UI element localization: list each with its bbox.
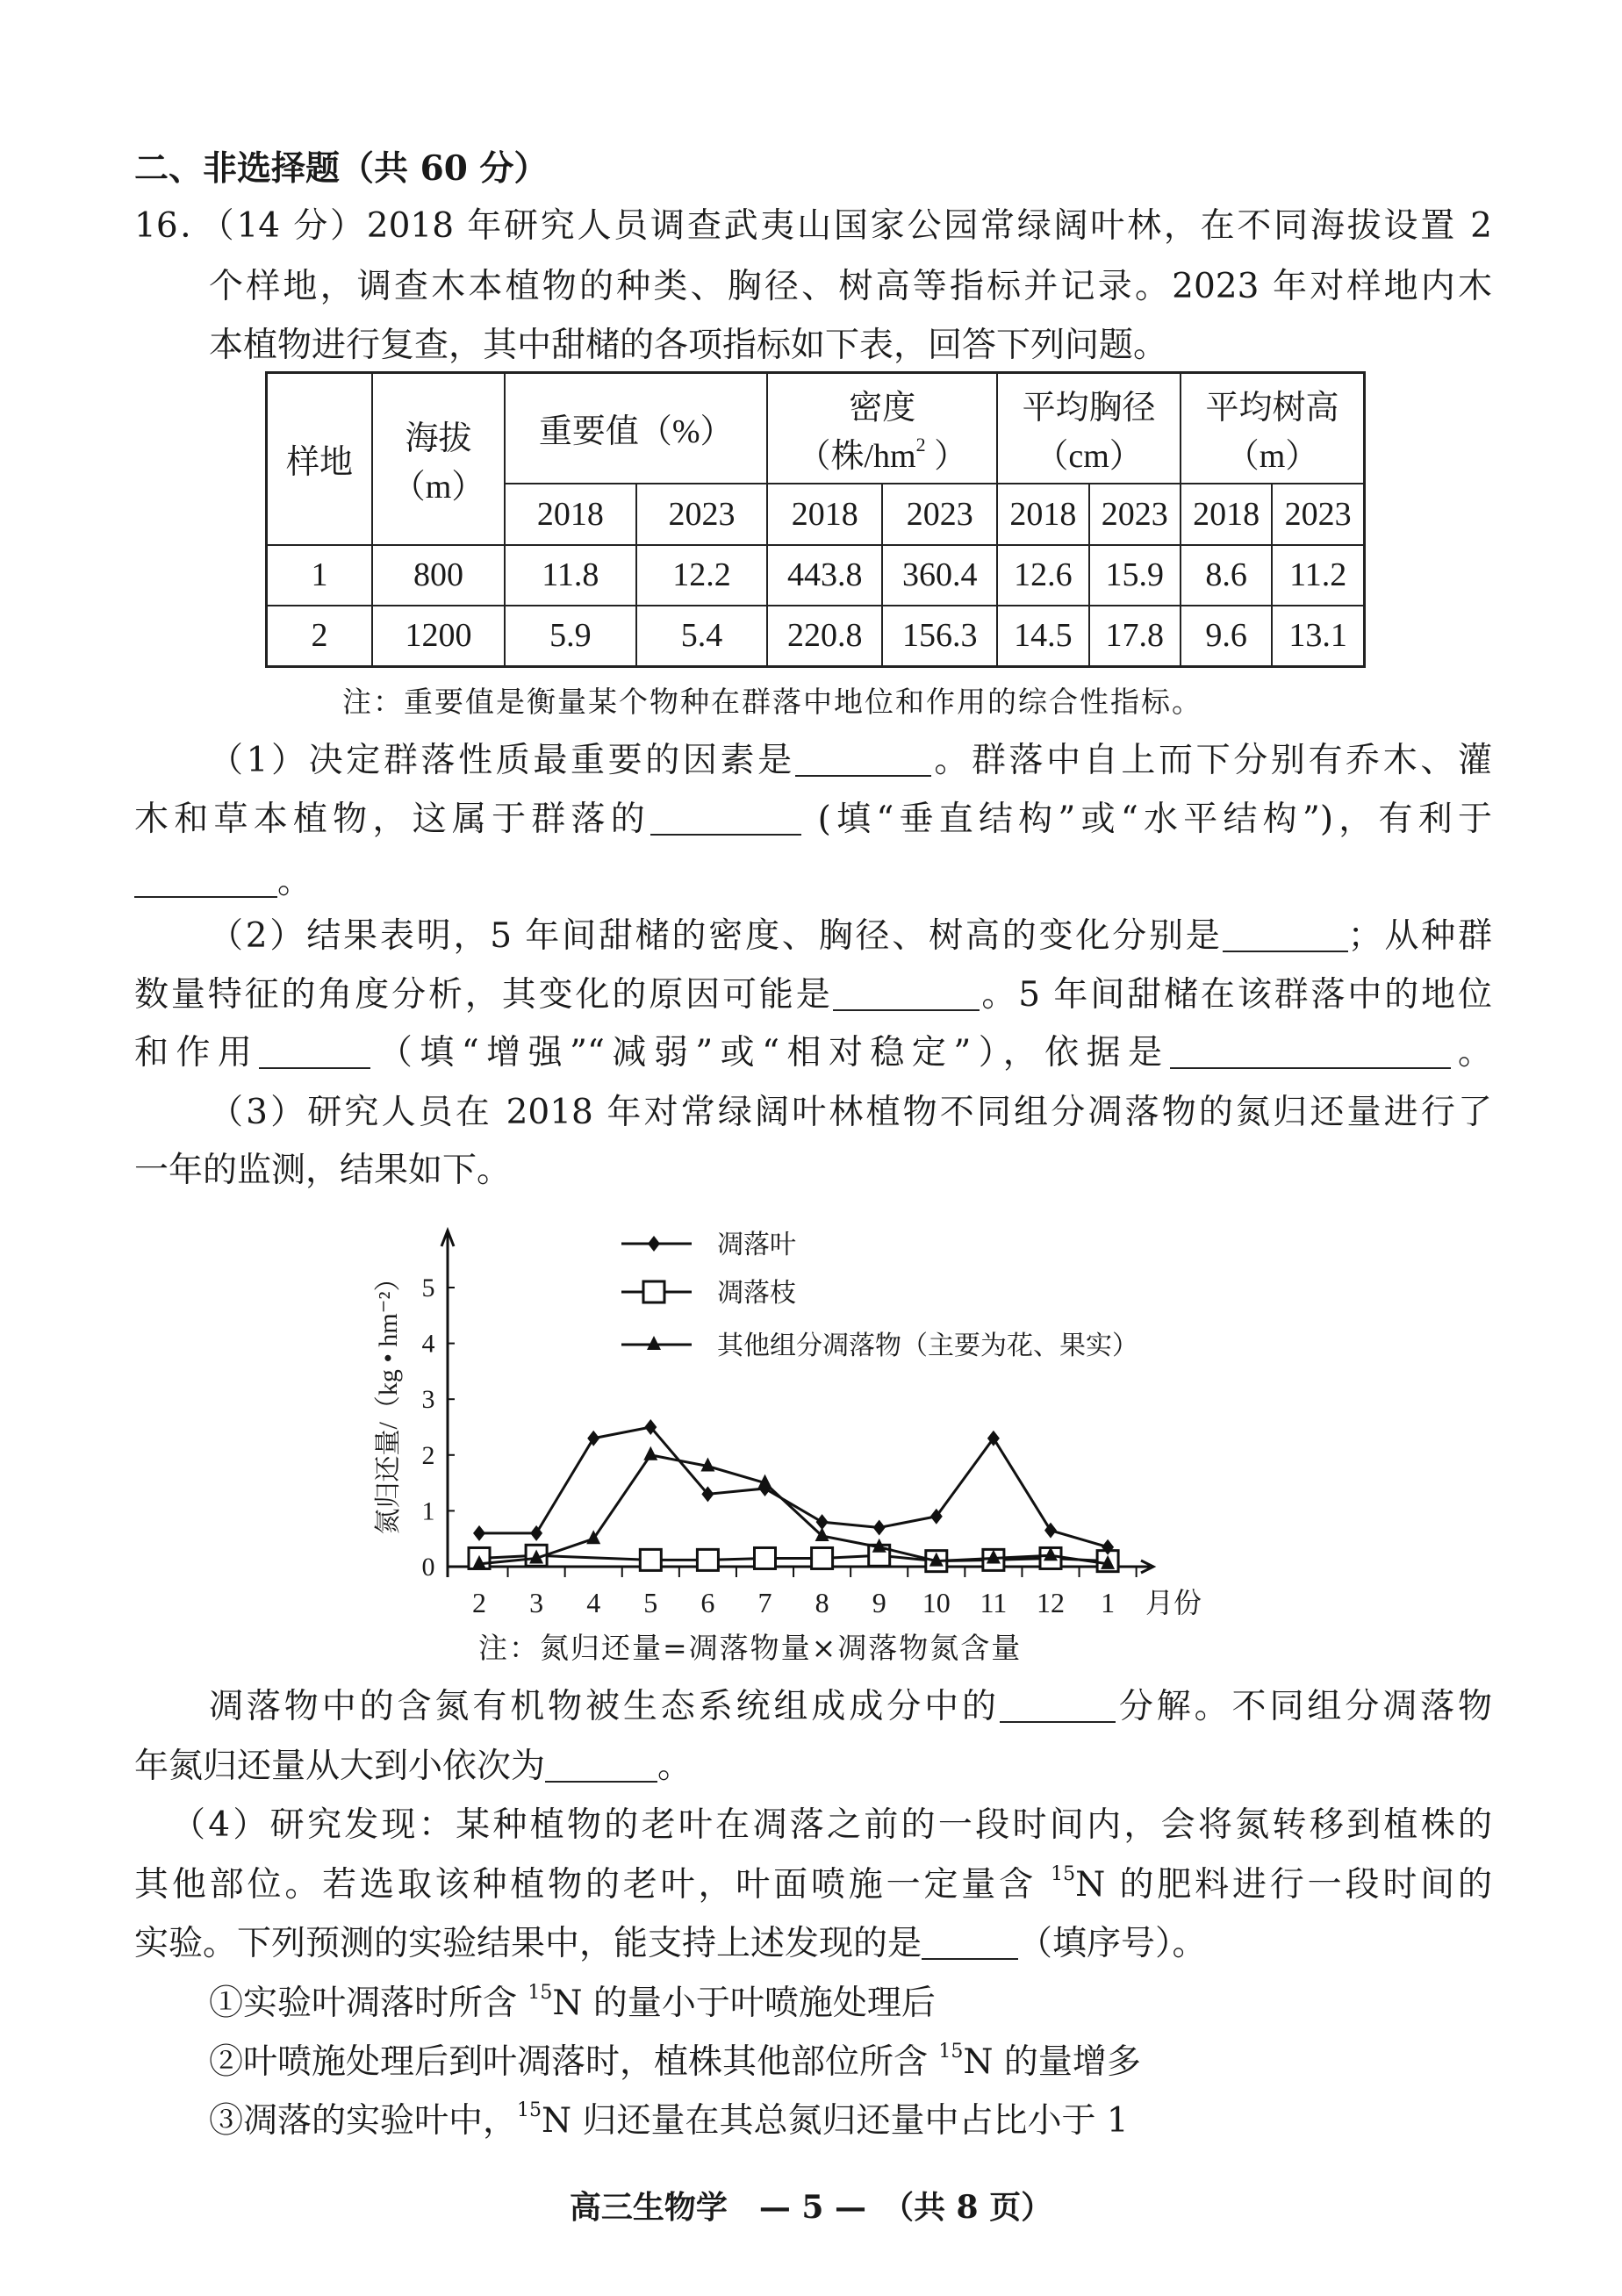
x-tick-label: 8 <box>815 1587 829 1618</box>
table-cell: 13.1 <box>1272 606 1364 667</box>
year-header: 2018 <box>505 484 636 545</box>
text-line <box>134 971 1492 1020</box>
series-line <box>479 1427 1108 1547</box>
superscript: 15 <box>938 2041 964 2063</box>
table-cell: 220.8 <box>767 606 882 667</box>
y-tick-label: 2 <box>421 1440 435 1470</box>
text-segment: 数量特征的角度分析，其变化的原因可能是 <box>134 975 833 1015</box>
text-segment: N 归还量在其总氮归还量中占比小于 1 <box>542 2101 1129 2141</box>
diamond-marker <box>816 1514 829 1530</box>
diamond-marker <box>648 1236 660 1252</box>
text-line <box>134 1919 1207 1969</box>
y-tick-label: 3 <box>421 1385 435 1415</box>
table-cell: 156.3 <box>882 606 997 667</box>
text-segment: 。群落中自上而下分别有乔木、灌 <box>930 741 1492 780</box>
text-segment: 。 <box>657 1747 693 1786</box>
x-tick-label: 11 <box>980 1587 1008 1618</box>
text-segment: 个样地，调查木本植物的种类、胸径、树高等指标并记录。2023 年对样地内木 <box>209 267 1492 306</box>
th-dbh: 平均胸径 （cm） <box>997 373 1181 484</box>
year-header: 2023 <box>1272 484 1364 545</box>
diamond-marker <box>473 1525 485 1541</box>
table-cell: 2 <box>267 606 373 667</box>
text-line <box>209 736 1492 786</box>
text-line <box>134 1861 1492 1910</box>
table-cell: 11.8 <box>505 545 636 606</box>
legend-label: 凋落叶 <box>717 1231 796 1259</box>
answer-blank[interactable] <box>545 1746 657 1783</box>
nitrogen-return-chart <box>351 1211 1229 1624</box>
table-cell: 12.2 <box>636 545 768 606</box>
text-segment: 其他部位。若选取该种植物的老叶，叶面喷施一定量含 <box>134 1865 1051 1905</box>
text-segment: 实验。下列预测的实验结果中，能支持上述发现的是 <box>134 1924 922 1963</box>
square-marker <box>697 1549 718 1570</box>
text-segment: ①实验叶凋落时所含 <box>209 1984 528 2023</box>
text-segment: 凋落物中的含氮有机物被生态系统组成成分中的 <box>209 1687 1000 1726</box>
th-importance: 重要值（%） <box>505 373 767 484</box>
x-tick-label: 1 <box>1101 1587 1116 1618</box>
text-segment: （4）研究发现：某种植物的老叶在凋落之前的一段时间内，会将氮转移到植株的 <box>171 1805 1492 1845</box>
text-segment: （3）研究人员在 2018 年对常绿阔叶林植物不同组分凋落物的氮归还量进行了 <box>209 1093 1492 1132</box>
superscript: 15 <box>1051 1863 1076 1885</box>
text-line <box>134 1742 692 1791</box>
text-line <box>209 262 1492 312</box>
text-line <box>209 1979 936 2028</box>
table-cell: 12.6 <box>997 545 1088 606</box>
text-segment: 。 <box>1450 1033 1492 1073</box>
y-tick-label: 4 <box>421 1329 435 1359</box>
th-altitude: 海拔 （m） <box>372 373 505 545</box>
answer-blank[interactable] <box>795 740 931 777</box>
table-cell: 15.9 <box>1089 545 1181 606</box>
table-cell: 360.4 <box>882 545 997 606</box>
text-line <box>134 857 312 907</box>
text-segment: 本植物进行复查，其中甜槠的各项指标如下表，回答下列问题。 <box>209 326 1168 365</box>
page-footer: 高三生物学 — 5 — （共 8 页） <box>569 2189 1053 2226</box>
text-line <box>134 1029 1492 1078</box>
text-segment: 。 <box>277 862 312 901</box>
text-segment: 分解。不同组分凋落物 <box>1115 1687 1492 1726</box>
superscript: 15 <box>517 2099 542 2121</box>
text-segment: 年氮归还量从大到小依次为 <box>134 1747 546 1786</box>
text-segment: N 的量增多 <box>963 2042 1141 2082</box>
text-segment: 和作用 <box>134 1033 260 1073</box>
triangle-marker <box>643 1446 657 1460</box>
year-header: 2023 <box>636 484 768 545</box>
table-cell: 14.5 <box>997 606 1088 667</box>
y-tick-label: 5 <box>421 1274 435 1302</box>
diamond-marker <box>873 1519 886 1535</box>
table-cell: 5.4 <box>636 606 768 667</box>
text-segment: （1）决定群落性质最重要的因素是 <box>209 741 795 780</box>
year-header: 2018 <box>1181 484 1272 545</box>
th-height: 平均树高 （m） <box>1181 373 1365 484</box>
text-segment: (填“垂直结构”或“水平结构”)，有利于 <box>801 800 1492 839</box>
text-segment: ；从种群 <box>1347 916 1492 956</box>
x-tick-label: 6 <box>700 1587 715 1618</box>
square-marker <box>755 1547 776 1568</box>
year-header: 2023 <box>1089 484 1181 545</box>
th-site: 样地 <box>267 373 373 545</box>
text-segment: 一年的监测，结果如下。 <box>134 1151 512 1190</box>
text-segment: （填序号）。 <box>1018 1924 1207 1963</box>
text-segment: N 的肥料进行一段时间的 <box>1075 1865 1492 1905</box>
year-header: 2023 <box>882 484 997 545</box>
x-tick-label: 10 <box>922 1587 951 1618</box>
text-line <box>209 321 1167 370</box>
text-line <box>134 1146 511 1195</box>
x-tick-label: 4 <box>586 1587 601 1618</box>
answer-blank[interactable] <box>134 861 277 898</box>
table-cell: 9.6 <box>1181 606 1272 667</box>
x-tick-label: 7 <box>757 1587 772 1618</box>
text-segment: 16．（14 分）2018 年研究人员调查武夷山国家公园常绿阔叶林，在不同海拔设置 2 <box>134 206 1492 246</box>
text-segment: ②叶喷施处理后到叶凋落时，植株其他部位所含 <box>209 2042 939 2082</box>
x-tick-label: 3 <box>529 1587 544 1618</box>
table-cell: 11.2 <box>1272 545 1364 606</box>
table-cell: 8.6 <box>1181 545 1272 606</box>
answer-blank[interactable] <box>922 1923 1018 1960</box>
square-marker <box>812 1547 833 1568</box>
x-tick-label: 9 <box>872 1587 886 1618</box>
text-segment: （填“增强”“减弱”或“相对稳定”），依据是 <box>370 1033 1170 1073</box>
text-line <box>209 1088 1492 1137</box>
year-header: 2018 <box>997 484 1088 545</box>
x-tick-label: 2 <box>472 1587 486 1618</box>
th-density: 密度 （株$/hm^2$ ） <box>767 373 997 484</box>
table-cell: 800 <box>372 545 505 606</box>
superscript: 15 <box>528 1982 553 2004</box>
text-line <box>209 912 1492 961</box>
chart-note: 注：氮归还量=凋落物量×凋落物氮含量 <box>478 1631 1023 1665</box>
section-title: 二、非选择题（共 60 分） <box>134 148 549 189</box>
year-header: 2018 <box>767 484 882 545</box>
legend-label: 其他组分凋落物（主要为花、果实） <box>717 1331 1138 1360</box>
legend-label: 凋落枝 <box>717 1279 796 1308</box>
text-segment: ③凋落的实验叶中， <box>209 2101 518 2141</box>
x-tick-label: 12 <box>1037 1587 1065 1618</box>
table-cell: 17.8 <box>1089 606 1181 667</box>
text-line <box>134 202 1492 251</box>
square-marker <box>640 1549 661 1570</box>
text-segment: （2）结果表明，5 年间甜槠的密度、胸径、树高的变化分别是 <box>209 916 1223 956</box>
table-cell: 5.9 <box>505 606 636 667</box>
answer-blank[interactable] <box>1000 1686 1116 1723</box>
answer-blank[interactable] <box>650 799 801 836</box>
answer-blank[interactable] <box>259 1032 370 1069</box>
text-segment: 。5 年间甜槠在该群落中的地位 <box>979 975 1492 1015</box>
y-tick-label: 1 <box>421 1496 435 1526</box>
y-tick-label: 0 <box>421 1553 435 1582</box>
answer-blank[interactable] <box>1170 1032 1451 1069</box>
text-segment: N 的量小于叶喷施处理后 <box>552 1984 936 2023</box>
square-marker <box>643 1281 664 1302</box>
text-line <box>134 795 1492 844</box>
answer-blank[interactable] <box>833 974 980 1011</box>
text-line <box>209 2097 1129 2146</box>
answer-blank[interactable] <box>1223 915 1348 952</box>
y-axis-label: 氮归还量/（kg • hm⁻²） <box>374 1265 403 1535</box>
text-line <box>171 1801 1492 1850</box>
data-table <box>265 371 1366 668</box>
table-cell: 1 <box>267 545 373 606</box>
text-line <box>209 1683 1492 1732</box>
x-tick-label: 5 <box>643 1587 658 1618</box>
text-segment: 木和草本植物，这属于群落的 <box>134 800 651 839</box>
table-cell: 1200 <box>372 606 505 667</box>
x-axis-label: 月份 <box>1145 1587 1202 1618</box>
text-line <box>209 2038 1141 2087</box>
table-cell: 443.8 <box>767 545 882 606</box>
triangle-marker <box>647 1336 661 1350</box>
table-note: 注：重要值是衡量某个物种在群落中地位和作用的综合性指标。 <box>342 685 1202 719</box>
